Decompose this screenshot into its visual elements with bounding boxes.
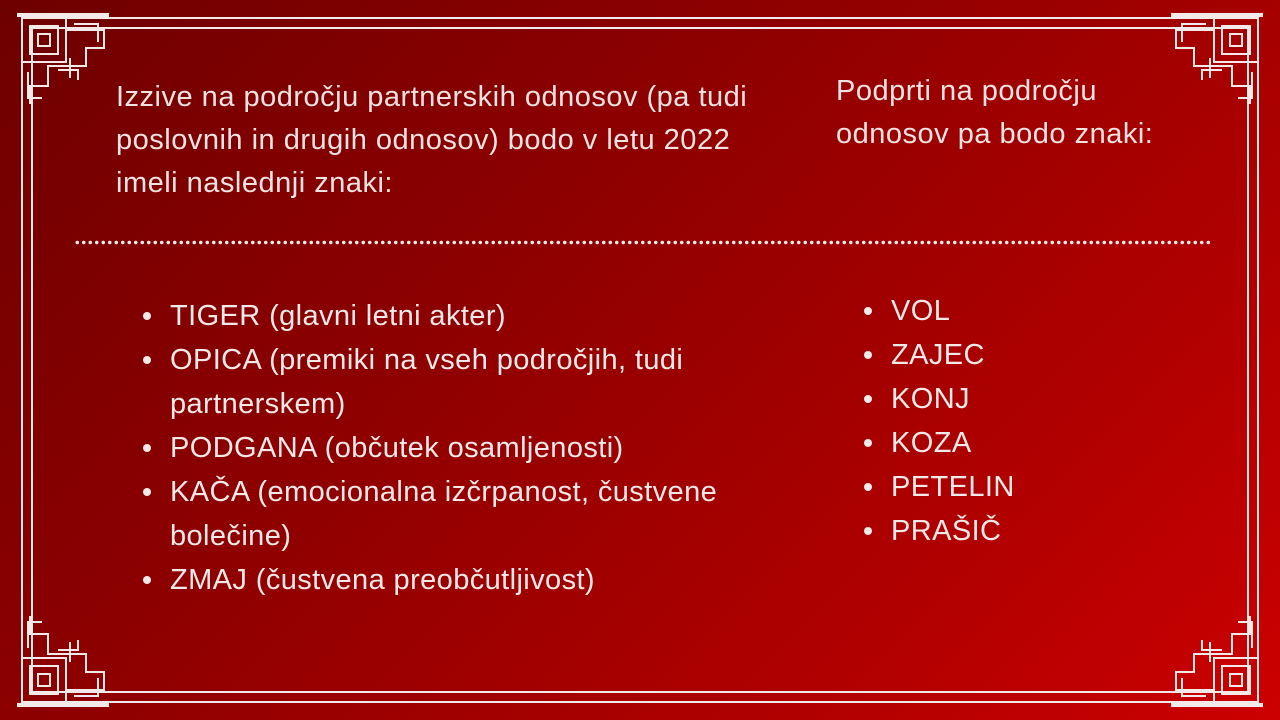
list-item-text: ZAJEC [891, 339, 985, 371]
bullet-icon [143, 576, 151, 584]
bullet-icon [143, 488, 151, 496]
list-item [140, 338, 780, 426]
bullet-icon [864, 395, 872, 403]
bullet-icon [143, 312, 151, 320]
list-item-text: OPICA (premiki na vseh področjih, tudi partnerskem) [170, 344, 684, 420]
list-item-text: VOL [891, 295, 951, 327]
list-item [861, 289, 1191, 333]
list-item [861, 333, 1191, 377]
list-item [140, 470, 780, 558]
bullet-icon [864, 351, 872, 359]
list-item [861, 509, 1191, 553]
list-item [861, 377, 1191, 421]
list-item-text: KAČA (emocionalna izčrpanost, čustvene bolečine) [170, 476, 718, 552]
challenged-signs-list [140, 294, 780, 602]
corner-ornament-bottom-left [18, 616, 108, 706]
list-item-text: PODGANA (občutek osamljenosti) [170, 432, 624, 464]
bullet-icon [143, 356, 151, 364]
list-item [140, 294, 780, 338]
list-item-text: KONJ [891, 383, 970, 415]
list-item [140, 558, 780, 602]
corner-ornament-bottom-right [1172, 616, 1262, 706]
list-item-text: KOZA [891, 427, 972, 459]
left-heading: Izzive na področju partnerskih odnosov (pa tudi poslovnih in drugih odnosov) bodo v letu 2022 imeli naslednji znaki: [116, 81, 748, 199]
bullet-icon [143, 444, 151, 452]
right-heading: Podprti na področju odnosov pa bodo znaki: [836, 75, 1154, 150]
bullet-icon [864, 307, 872, 315]
dotted-divider [74, 240, 1210, 245]
supported-signs-list [861, 289, 1191, 553]
bullet-icon [864, 439, 872, 447]
list-item-text: PETELIN [891, 471, 1015, 503]
corner-ornament-top-left [18, 14, 108, 104]
bullet-icon [864, 483, 872, 491]
list-item [140, 426, 780, 470]
bullet-icon [864, 527, 872, 535]
list-item-text: TIGER (glavni letni akter) [170, 300, 506, 332]
list-item-text: PRAŠIČ [891, 515, 1002, 547]
list-item [861, 465, 1191, 509]
list-item-text: ZMAJ (čustvena preobčutljivost) [170, 564, 595, 596]
list-item [861, 421, 1191, 465]
corner-ornament-top-right [1172, 14, 1262, 104]
